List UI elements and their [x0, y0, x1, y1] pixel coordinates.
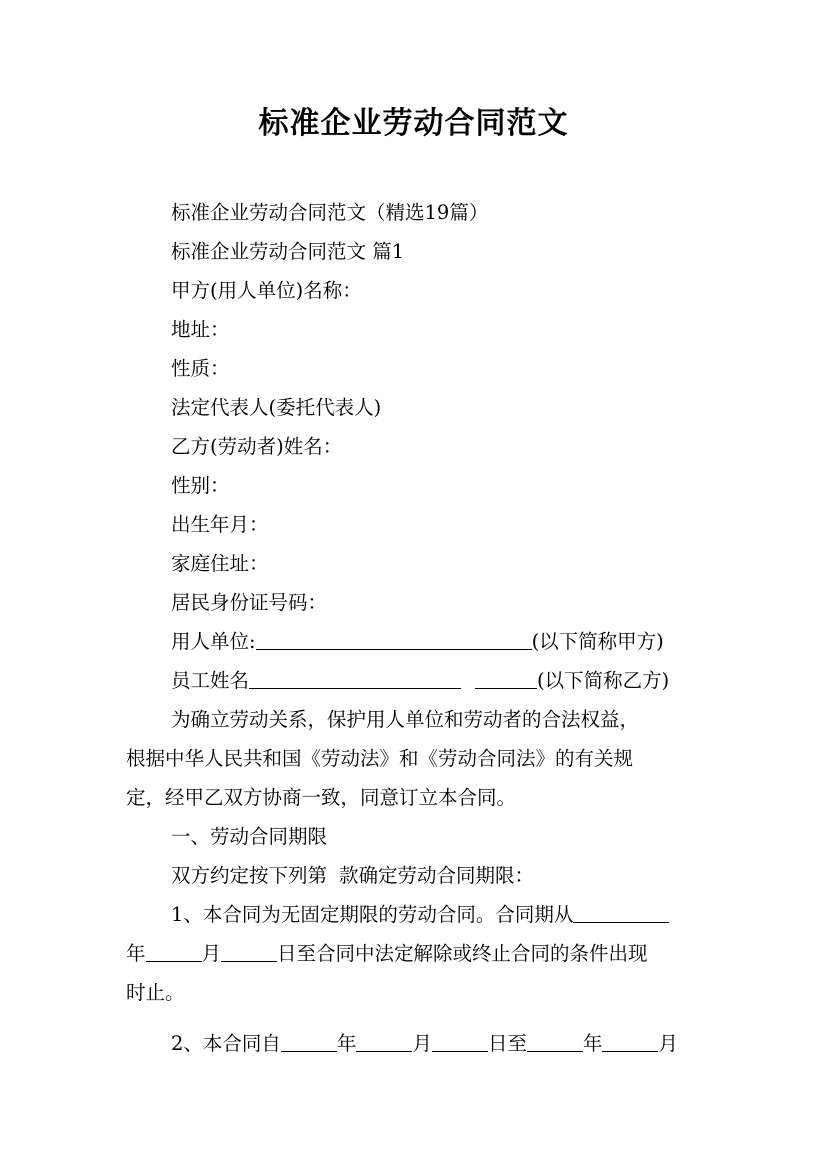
clause-1-line-2: [126, 934, 706, 973]
clause-2-month-blank: [356, 1033, 412, 1052]
employer-suffix: (以下简称甲方): [531, 630, 664, 653]
intro-line-3: 定，经甲乙双方协商一致，同意订立本合同。: [126, 786, 517, 809]
clause-2-year2-blank: [527, 1033, 583, 1052]
clause-2-year2: 年: [582, 1032, 603, 1055]
clause-1-line-3: 时止。: [126, 981, 185, 1004]
section-1-intro-a: 双方约定按下列第: [171, 864, 328, 887]
employee-line: [126, 661, 706, 700]
clause-2-year-blank: [281, 1033, 337, 1052]
clause-1-start-blank: [573, 904, 669, 923]
employee-suffix: (以下简称乙方): [537, 669, 670, 692]
home-address-field: 家庭住址：: [171, 552, 269, 575]
party-a-name-field: 甲方(用人单位)名称：: [171, 279, 362, 302]
document-title: 标准企业劳动合同范文: [258, 106, 569, 141]
clause-1-day-blank: [221, 943, 277, 962]
clause-2-line-1: [126, 1024, 706, 1063]
employer-blank: [256, 631, 532, 650]
employee-blank-1: [249, 670, 461, 689]
clause-1-year: 年: [126, 942, 146, 965]
clause-2-day-blank: [432, 1033, 488, 1052]
employee-blank-2: [475, 670, 537, 689]
clause-2-year: 年: [336, 1032, 357, 1055]
section-1-intro: [126, 856, 706, 895]
legal-representative-field: 法定代表人(委托代表人): [171, 396, 382, 419]
clause-1-month: 月: [201, 942, 222, 965]
address-field: 地址：: [171, 318, 230, 341]
nature-field: 性质：: [171, 357, 230, 380]
employer-line: [126, 622, 706, 661]
intro-line-2: 根据中华人民共和国《劳动法》和《劳动合同法》的有关规: [126, 747, 634, 770]
document-body: [126, 193, 706, 1063]
part-heading: 标准企业劳动合同范文 篇1: [171, 240, 405, 263]
party-b-name-field: 乙方(劳动者)姓名：: [171, 435, 343, 458]
clause-1-month-blank: [146, 943, 202, 962]
intro-line-1: 为确立劳动关系，保护用人单位和劳动者的合法权益，: [171, 708, 640, 731]
clause-2-month2-blank: [602, 1033, 658, 1052]
gender-field: 性别：: [171, 474, 230, 497]
employer-label: 用人单位:: [171, 630, 256, 653]
clause-2-prefix: 2、本合同自: [171, 1032, 281, 1055]
clause-1-text: 1、本合同为无固定期限的劳动合同。合同期从: [171, 903, 574, 926]
clause-1-line-1: [126, 895, 706, 934]
id-number-field: 居民身份证号码：: [171, 591, 328, 614]
section-1-heading: 一、劳动合同期限: [171, 825, 328, 848]
employee-label: 员工姓名: [171, 669, 250, 692]
section-1-intro-b: 款确定劳动合同期限：: [339, 864, 535, 887]
clause-2-day-to: 日至: [487, 1032, 527, 1055]
birth-date-field: 出生年月：: [171, 513, 269, 536]
clause-1-line-2-rest: 日至合同中法定解除或终止合同的条件出现: [277, 942, 648, 965]
subtitle-line: 标准企业劳动合同范文（精选19篇）: [171, 201, 489, 224]
clause-2-month: 月: [412, 1032, 432, 1055]
clause-2-month2: 月: [658, 1032, 678, 1055]
